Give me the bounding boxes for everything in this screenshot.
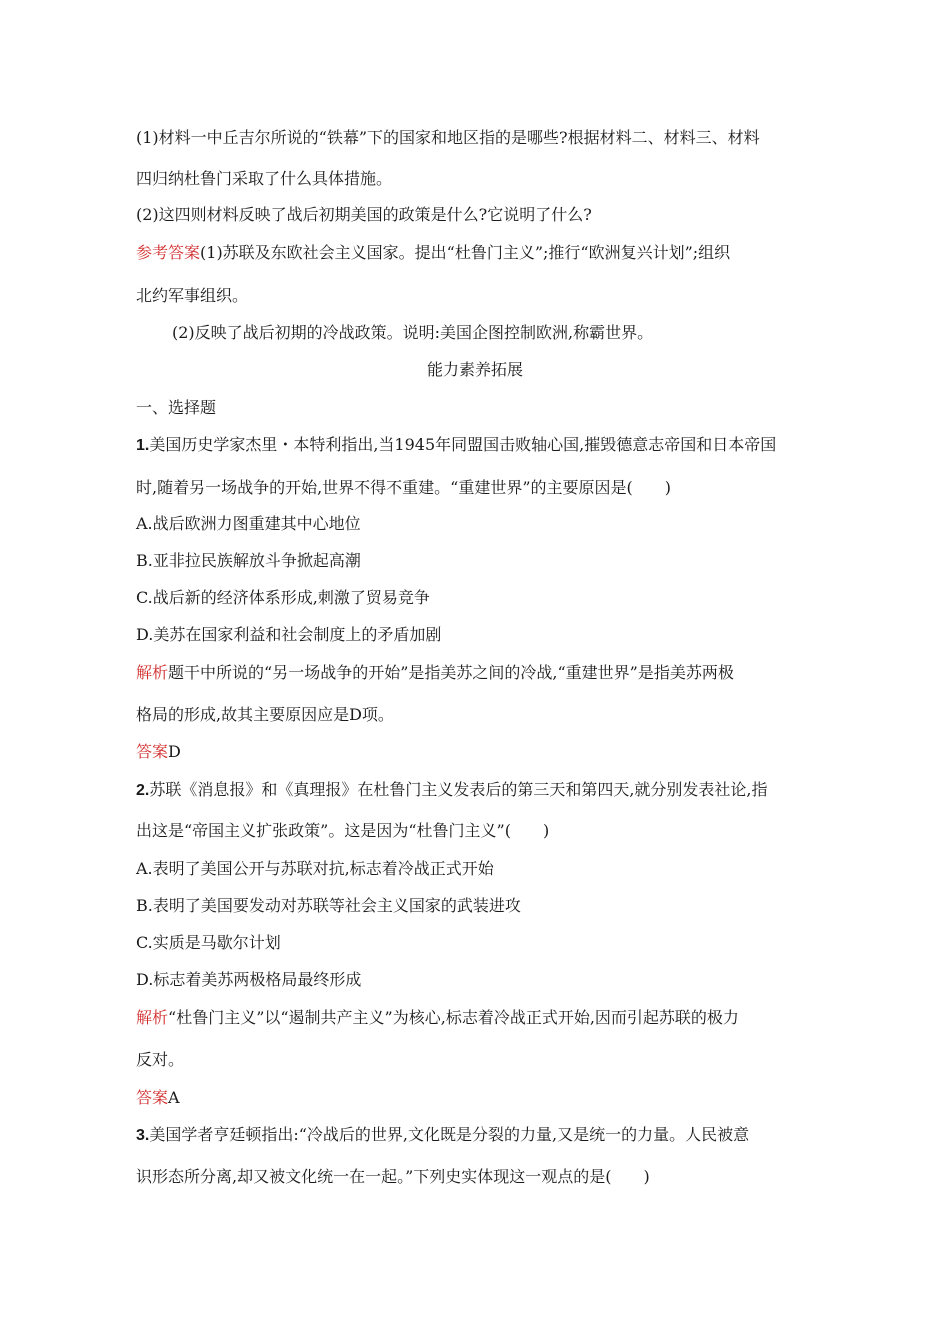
answer-label: 答案	[136, 742, 169, 761]
material-question-1-line-1: (1)材料一中丘吉尔所说的“铁幕”下的国家和地区指的是哪些?根据材料二、材料三、材料	[136, 128, 760, 147]
material-question-2: (2)这四则材料反映了战后初期美国的政策是什么?它说明了什么?	[136, 205, 592, 224]
question-2-answer-value: A	[168, 1088, 180, 1107]
question-1-option-c: C.战后新的经济体系形成,刺激了贸易竞争	[136, 588, 430, 607]
question-2-analysis-line-1	[136, 1007, 826, 1029]
question-1-analysis-text: 题干中所说的“另一场战争的开始”是指美苏之间的冷战,“重建世界”是指美苏两极	[168, 663, 734, 682]
question-3-stem-line-1	[136, 1124, 826, 1147]
question-1-option-b: B.亚非拉民族解放斗争掀起高潮	[136, 551, 361, 570]
question-2-analysis-text: “杜鲁门主义”以“遏制共产主义”为核心,标志着冷战正式开始,因而引起苏联的极力	[168, 1008, 739, 1027]
question-2-stem-line-2: 出这是“帝国主义扩张政策”。这是因为“杜鲁门主义”( )	[136, 821, 550, 840]
question-number: 2.	[136, 782, 150, 799]
question-1-stem-text: 美国历史学家杰里・本特利指出,当1945年同盟国击败轴心国,摧毁德意志帝国和日本帝国	[149, 435, 777, 454]
answer-label: 答案	[136, 1088, 169, 1107]
material-answer-1-line-1	[136, 242, 826, 264]
question-2-option-c: C.实质是马歇尔计划	[136, 933, 281, 952]
question-1-option-d: D.美苏在国家利益和社会制度上的矛盾加剧	[136, 625, 442, 644]
analysis-label: 解析	[136, 663, 169, 682]
question-2-analysis-line-2: 反对。	[136, 1050, 185, 1069]
question-number: 1.	[136, 437, 150, 454]
question-3-stem-line-2: 识形态所分离,却又被文化统一在一起。”下列史实体现这一观点的是( )	[136, 1167, 650, 1186]
material-answer-1-line-2: 北约军事组织。	[136, 286, 249, 305]
question-1-option-a: A.战后欧洲力图重建其中心地位	[136, 514, 361, 533]
section-title: 能力素养拓展	[426, 360, 523, 379]
question-1-analysis-line-1	[136, 662, 826, 684]
material-answer-2: (2)反映了战后初期的冷战政策。说明:美国企图控制欧洲,称霸世界。	[172, 323, 654, 342]
question-1-answer-value: D	[168, 742, 181, 761]
question-2-option-d: D.标志着美苏两极格局最终形成	[136, 970, 362, 989]
subsection-title: 一、选择题	[136, 398, 217, 417]
question-2-stem-text: 苏联《消息报》和《真理报》在杜鲁门主义发表后的第三天和第四天,就分别发表社论,指	[149, 780, 768, 799]
analysis-label: 解析	[136, 1008, 169, 1027]
question-2-answer	[136, 1087, 826, 1109]
question-number: 3.	[136, 1127, 150, 1144]
question-2-option-a: A.表明了美国公开与苏联对抗,标志着冷战正式开始	[136, 859, 494, 878]
question-2-stem-line-1	[136, 779, 826, 802]
question-1-answer	[136, 741, 826, 763]
question-3-stem-text: 美国学者亨廷顿指出:“冷战后的世界,文化既是分裂的力量,又是统一的力量。人民被意	[149, 1125, 750, 1144]
question-1-stem-line-1	[136, 434, 826, 457]
question-1-stem-line-2: 时,随着另一场战争的开始,世界不得不重建。“重建世界”的主要原因是( )	[136, 478, 672, 497]
question-2-option-b: B.表明了美国要发动对苏联等社会主义国家的武装进攻	[136, 896, 521, 915]
material-question-1-line-2: 四归纳杜鲁门采取了什么具体措施。	[136, 169, 393, 188]
material-answer-1-text: (1)苏联及东欧社会主义国家。提出“杜鲁门主义”;推行“欧洲复兴计划”;组织	[200, 243, 731, 262]
reference-answer-label: 参考答案	[136, 243, 201, 262]
question-1-analysis-line-2: 格局的形成,故其主要原因应是D项。	[136, 705, 394, 724]
